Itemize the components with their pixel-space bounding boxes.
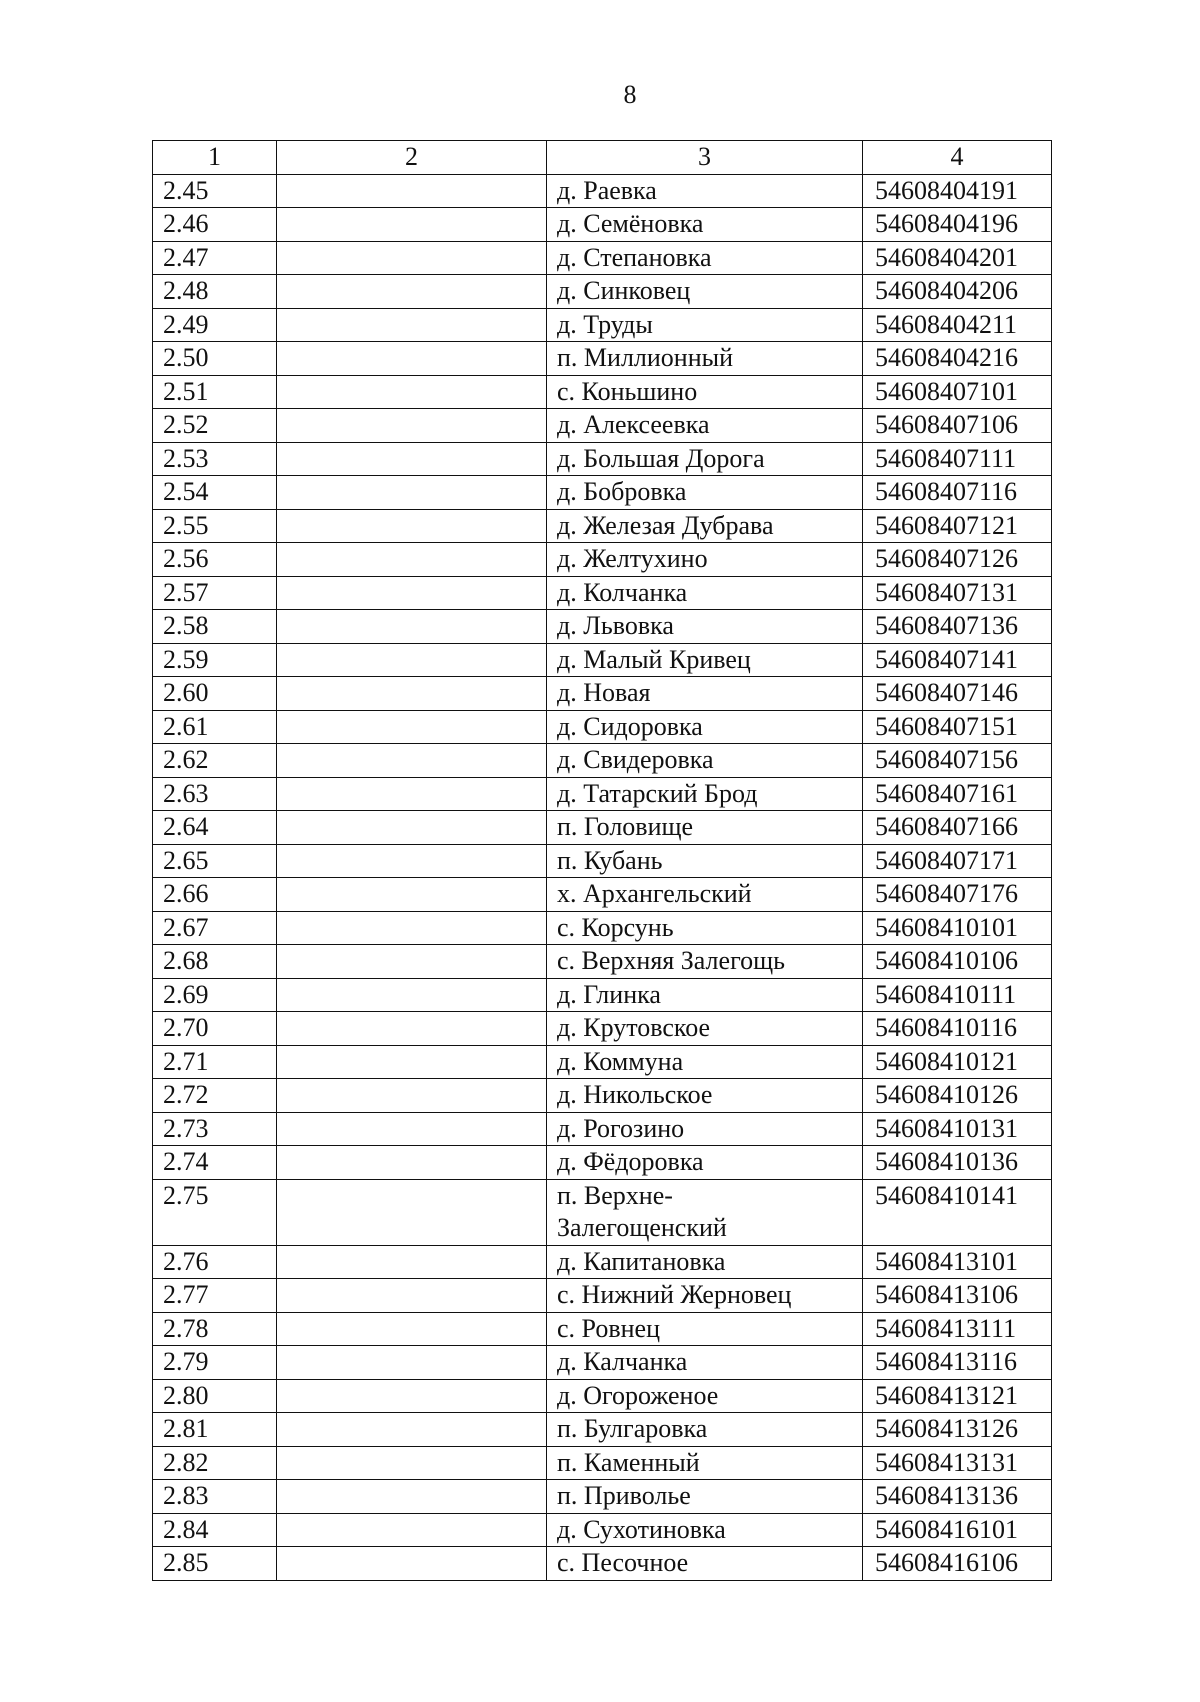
- table-row: [153, 1513, 1052, 1547]
- oktmo-code-cell: 54608404201: [863, 241, 1052, 275]
- oktmo-code-cell: 54608407171: [863, 844, 1052, 878]
- settlement-name-cell: д. Фёдоровка: [547, 1146, 863, 1180]
- row-number-cell: 2.50: [153, 342, 277, 376]
- oktmo-code-cell: 54608404191: [863, 174, 1052, 208]
- oktmo-code-cell: 54608407151: [863, 710, 1052, 744]
- oktmo-code-cell: 54608410131: [863, 1112, 1052, 1146]
- settlement-name-cell: п. Головище: [547, 811, 863, 845]
- oktmo-code-cell: 54608413131: [863, 1446, 1052, 1480]
- settlement-name-cell: д. Львовка: [547, 610, 863, 644]
- column-2-cell: [277, 811, 547, 845]
- column-2-cell: [277, 576, 547, 610]
- settlement-name-cell: д. Железая Дубрава: [547, 509, 863, 543]
- settlement-name-cell: д. Раевка: [547, 174, 863, 208]
- column-2-cell: [277, 1146, 547, 1180]
- settlement-name-cell: д. Малый Кривец: [547, 643, 863, 677]
- oktmo-code-cell: 54608404196: [863, 208, 1052, 242]
- settlement-name-cell: с. Ровнец: [547, 1312, 863, 1346]
- oktmo-code-cell: 54608416101: [863, 1513, 1052, 1547]
- settlement-name-cell: с. Коньшино: [547, 375, 863, 409]
- row-number-cell: 2.78: [153, 1312, 277, 1346]
- row-number-cell: 2.60: [153, 677, 277, 711]
- oktmo-code-cell: 54608410106: [863, 945, 1052, 979]
- settlement-name-cell: п. Миллионный: [547, 342, 863, 376]
- settlements-table: [152, 140, 1052, 1581]
- row-number-cell: 2.61: [153, 710, 277, 744]
- column-2-cell: [277, 677, 547, 711]
- column-2-cell: [277, 777, 547, 811]
- settlement-name-cell: п. Каменный: [547, 1446, 863, 1480]
- table-body: [153, 174, 1052, 1580]
- settlement-name-cell: д. Глинка: [547, 978, 863, 1012]
- row-number-cell: 2.69: [153, 978, 277, 1012]
- column-2-cell: [277, 1279, 547, 1313]
- settlement-name-cell: д. Степановка: [547, 241, 863, 275]
- oktmo-code-cell: 54608410116: [863, 1012, 1052, 1046]
- settlement-name-cell: д. Алексеевка: [547, 409, 863, 443]
- table-row: [153, 241, 1052, 275]
- table-row: [153, 1279, 1052, 1313]
- oktmo-code-cell: 54608410141: [863, 1179, 1052, 1245]
- table-row: [153, 509, 1052, 543]
- oktmo-code-cell: 54608410121: [863, 1045, 1052, 1079]
- table-row: [153, 978, 1052, 1012]
- oktmo-code-cell: 54608413101: [863, 1245, 1052, 1279]
- table-row: [153, 1547, 1052, 1581]
- settlement-name-cell: д. Капитановка: [547, 1245, 863, 1279]
- settlement-name-cell: с. Песочное: [547, 1547, 863, 1581]
- settlement-name-cell: д. Семёновка: [547, 208, 863, 242]
- column-header-2: 2: [277, 141, 547, 175]
- table-row: [153, 811, 1052, 845]
- row-number-cell: 2.74: [153, 1146, 277, 1180]
- table-row: [153, 342, 1052, 376]
- column-2-cell: [277, 375, 547, 409]
- row-number-cell: 2.83: [153, 1480, 277, 1514]
- table-row: [153, 442, 1052, 476]
- column-2-cell: [277, 308, 547, 342]
- column-2-cell: [277, 878, 547, 912]
- column-2-cell: [277, 1012, 547, 1046]
- table-row: [153, 1146, 1052, 1180]
- table-row: [153, 878, 1052, 912]
- table-row: [153, 911, 1052, 945]
- settlement-name-cell: д. Бобровка: [547, 476, 863, 510]
- column-2-cell: [277, 710, 547, 744]
- table-row: [153, 275, 1052, 309]
- table-row: [153, 1446, 1052, 1480]
- settlement-name-cell: х. Архангельский: [547, 878, 863, 912]
- oktmo-code-cell: 54608407166: [863, 811, 1052, 845]
- row-number-cell: 2.76: [153, 1245, 277, 1279]
- table-row: [153, 945, 1052, 979]
- oktmo-code-cell: 54608407131: [863, 576, 1052, 610]
- page-number: 8: [623, 80, 637, 109]
- row-number-cell: 2.68: [153, 945, 277, 979]
- table-row: [153, 610, 1052, 644]
- oktmo-code-cell: 54608416106: [863, 1547, 1052, 1581]
- settlement-name-cell: с. Нижний Жерновец: [547, 1279, 863, 1313]
- column-2-cell: [277, 275, 547, 309]
- column-2-cell: [277, 208, 547, 242]
- table-row: [153, 375, 1052, 409]
- column-2-cell: [277, 844, 547, 878]
- column-2-cell: [277, 1480, 547, 1514]
- row-number-cell: 2.55: [153, 509, 277, 543]
- oktmo-code-cell: 54608410111: [863, 978, 1052, 1012]
- column-2-cell: [277, 744, 547, 778]
- settlement-name-cell: д. Коммуна: [547, 1045, 863, 1079]
- oktmo-code-cell: 54608413106: [863, 1279, 1052, 1313]
- oktmo-code-cell: 54608407161: [863, 777, 1052, 811]
- settlement-name-cell: д. Колчанка: [547, 576, 863, 610]
- column-2-cell: [277, 241, 547, 275]
- settlement-name-cell: п. Верхне- Залегощенский: [547, 1179, 863, 1245]
- table-row: [153, 308, 1052, 342]
- column-2-cell: [277, 1379, 547, 1413]
- row-number-cell: 2.64: [153, 811, 277, 845]
- row-number-cell: 2.65: [153, 844, 277, 878]
- oktmo-code-cell: 54608413116: [863, 1346, 1052, 1380]
- settlement-name-cell: д. Никольское: [547, 1079, 863, 1113]
- settlement-name-cell: д. Огороженое: [547, 1379, 863, 1413]
- column-2-cell: [277, 610, 547, 644]
- settlement-name-cell: д. Сидоровка: [547, 710, 863, 744]
- column-2-cell: [277, 1079, 547, 1113]
- table-row: [153, 543, 1052, 577]
- table-row: [153, 744, 1052, 778]
- oktmo-code-cell: 54608407116: [863, 476, 1052, 510]
- oktmo-code-cell: 54608413111: [863, 1312, 1052, 1346]
- table-row: [153, 643, 1052, 677]
- row-number-cell: 2.45: [153, 174, 277, 208]
- row-number-cell: 2.52: [153, 409, 277, 443]
- table-row: [153, 1012, 1052, 1046]
- row-number-cell: 2.72: [153, 1079, 277, 1113]
- row-number-cell: 2.46: [153, 208, 277, 242]
- table-row: [153, 1045, 1052, 1079]
- settlement-name-cell: д. Татарский Брод: [547, 777, 863, 811]
- column-2-cell: [277, 509, 547, 543]
- column-2-cell: [277, 476, 547, 510]
- column-2-cell: [277, 945, 547, 979]
- table-row: [153, 1245, 1052, 1279]
- column-header-1: 1: [153, 141, 277, 175]
- column-header-3: 3: [547, 141, 863, 175]
- row-number-cell: 2.84: [153, 1513, 277, 1547]
- table-row: [153, 1480, 1052, 1514]
- column-2-cell: [277, 1547, 547, 1581]
- oktmo-code-cell: 54608404211: [863, 308, 1052, 342]
- settlement-name-cell: д. Большая Дорога: [547, 442, 863, 476]
- row-number-cell: 2.48: [153, 275, 277, 309]
- column-2-cell: [277, 174, 547, 208]
- row-number-cell: 2.75: [153, 1179, 277, 1245]
- column-2-cell: [277, 978, 547, 1012]
- table-row: [153, 1179, 1052, 1245]
- row-number-cell: 2.66: [153, 878, 277, 912]
- settlement-name-cell: п. Кубань: [547, 844, 863, 878]
- oktmo-code-cell: 54608407121: [863, 509, 1052, 543]
- oktmo-code-cell: 54608404216: [863, 342, 1052, 376]
- column-2-cell: [277, 1045, 547, 1079]
- table-row: [153, 576, 1052, 610]
- column-header-4: 4: [863, 141, 1052, 175]
- table-row: [153, 1312, 1052, 1346]
- settlement-name-cell: д. Калчанка: [547, 1346, 863, 1380]
- row-number-cell: 2.62: [153, 744, 277, 778]
- settlement-name-cell: д. Свидеровка: [547, 744, 863, 778]
- column-2-cell: [277, 1312, 547, 1346]
- column-2-cell: [277, 442, 547, 476]
- row-number-cell: 2.54: [153, 476, 277, 510]
- row-number-cell: 2.80: [153, 1379, 277, 1413]
- column-2-cell: [277, 1513, 547, 1547]
- oktmo-code-cell: 54608410101: [863, 911, 1052, 945]
- table-header-row: [153, 141, 1052, 175]
- row-number-cell: 2.53: [153, 442, 277, 476]
- oktmo-code-cell: 54608410126: [863, 1079, 1052, 1113]
- settlement-name-cell: п. Булгаровка: [547, 1413, 863, 1447]
- column-2-cell: [277, 1446, 547, 1480]
- oktmo-code-cell: 54608404206: [863, 275, 1052, 309]
- oktmo-code-cell: 54608407156: [863, 744, 1052, 778]
- settlement-name-cell: д. Желтухино: [547, 543, 863, 577]
- table-row: [153, 476, 1052, 510]
- settlement-name-cell: д. Синковец: [547, 275, 863, 309]
- oktmo-code-cell: 54608407176: [863, 878, 1052, 912]
- row-number-cell: 2.85: [153, 1547, 277, 1581]
- oktmo-code-cell: 54608407106: [863, 409, 1052, 443]
- row-number-cell: 2.67: [153, 911, 277, 945]
- row-number-cell: 2.63: [153, 777, 277, 811]
- table-row: [153, 1079, 1052, 1113]
- column-2-cell: [277, 1112, 547, 1146]
- column-2-cell: [277, 1413, 547, 1447]
- oktmo-code-cell: 54608413126: [863, 1413, 1052, 1447]
- row-number-cell: 2.47: [153, 241, 277, 275]
- table-row: [153, 710, 1052, 744]
- oktmo-code-cell: 54608407126: [863, 543, 1052, 577]
- settlement-name-cell: с. Верхняя Залегощь: [547, 945, 863, 979]
- column-2-cell: [277, 1245, 547, 1279]
- table-row: [153, 174, 1052, 208]
- column-2-cell: [277, 911, 547, 945]
- column-2-cell: [277, 1346, 547, 1380]
- table-row: [153, 208, 1052, 242]
- table-row: [153, 1346, 1052, 1380]
- column-2-cell: [277, 543, 547, 577]
- oktmo-code-cell: 54608413136: [863, 1480, 1052, 1514]
- oktmo-code-cell: 54608413121: [863, 1379, 1052, 1413]
- settlement-name-cell: с. Корсунь: [547, 911, 863, 945]
- row-number-cell: 2.82: [153, 1446, 277, 1480]
- table-row: [153, 1379, 1052, 1413]
- table-row: [153, 1112, 1052, 1146]
- oktmo-code-cell: 54608407111: [863, 442, 1052, 476]
- table-row: [153, 777, 1052, 811]
- row-number-cell: 2.70: [153, 1012, 277, 1046]
- settlement-name-cell: п. Приволье: [547, 1480, 863, 1514]
- settlement-name-cell: д. Рогозино: [547, 1112, 863, 1146]
- row-number-cell: 2.77: [153, 1279, 277, 1313]
- column-2-cell: [277, 1179, 547, 1245]
- column-2-cell: [277, 342, 547, 376]
- table-row: [153, 677, 1052, 711]
- settlement-name-cell: д. Новая: [547, 677, 863, 711]
- row-number-cell: 2.49: [153, 308, 277, 342]
- oktmo-code-cell: 54608407141: [863, 643, 1052, 677]
- table-row: [153, 844, 1052, 878]
- column-2-cell: [277, 643, 547, 677]
- settlement-name-cell: д. Труды: [547, 308, 863, 342]
- row-number-cell: 2.51: [153, 375, 277, 409]
- row-number-cell: 2.79: [153, 1346, 277, 1380]
- oktmo-code-cell: 54608407101: [863, 375, 1052, 409]
- table-row: [153, 1413, 1052, 1447]
- row-number-cell: 2.59: [153, 643, 277, 677]
- row-number-cell: 2.56: [153, 543, 277, 577]
- oktmo-code-cell: 54608410136: [863, 1146, 1052, 1180]
- row-number-cell: 2.71: [153, 1045, 277, 1079]
- settlement-name-cell: д. Крутовское: [547, 1012, 863, 1046]
- oktmo-code-cell: 54608407136: [863, 610, 1052, 644]
- table-row: [153, 409, 1052, 443]
- column-2-cell: [277, 409, 547, 443]
- row-number-cell: 2.58: [153, 610, 277, 644]
- row-number-cell: 2.57: [153, 576, 277, 610]
- row-number-cell: 2.81: [153, 1413, 277, 1447]
- row-number-cell: 2.73: [153, 1112, 277, 1146]
- oktmo-code-cell: 54608407146: [863, 677, 1052, 711]
- settlement-name-cell: д. Сухотиновка: [547, 1513, 863, 1547]
